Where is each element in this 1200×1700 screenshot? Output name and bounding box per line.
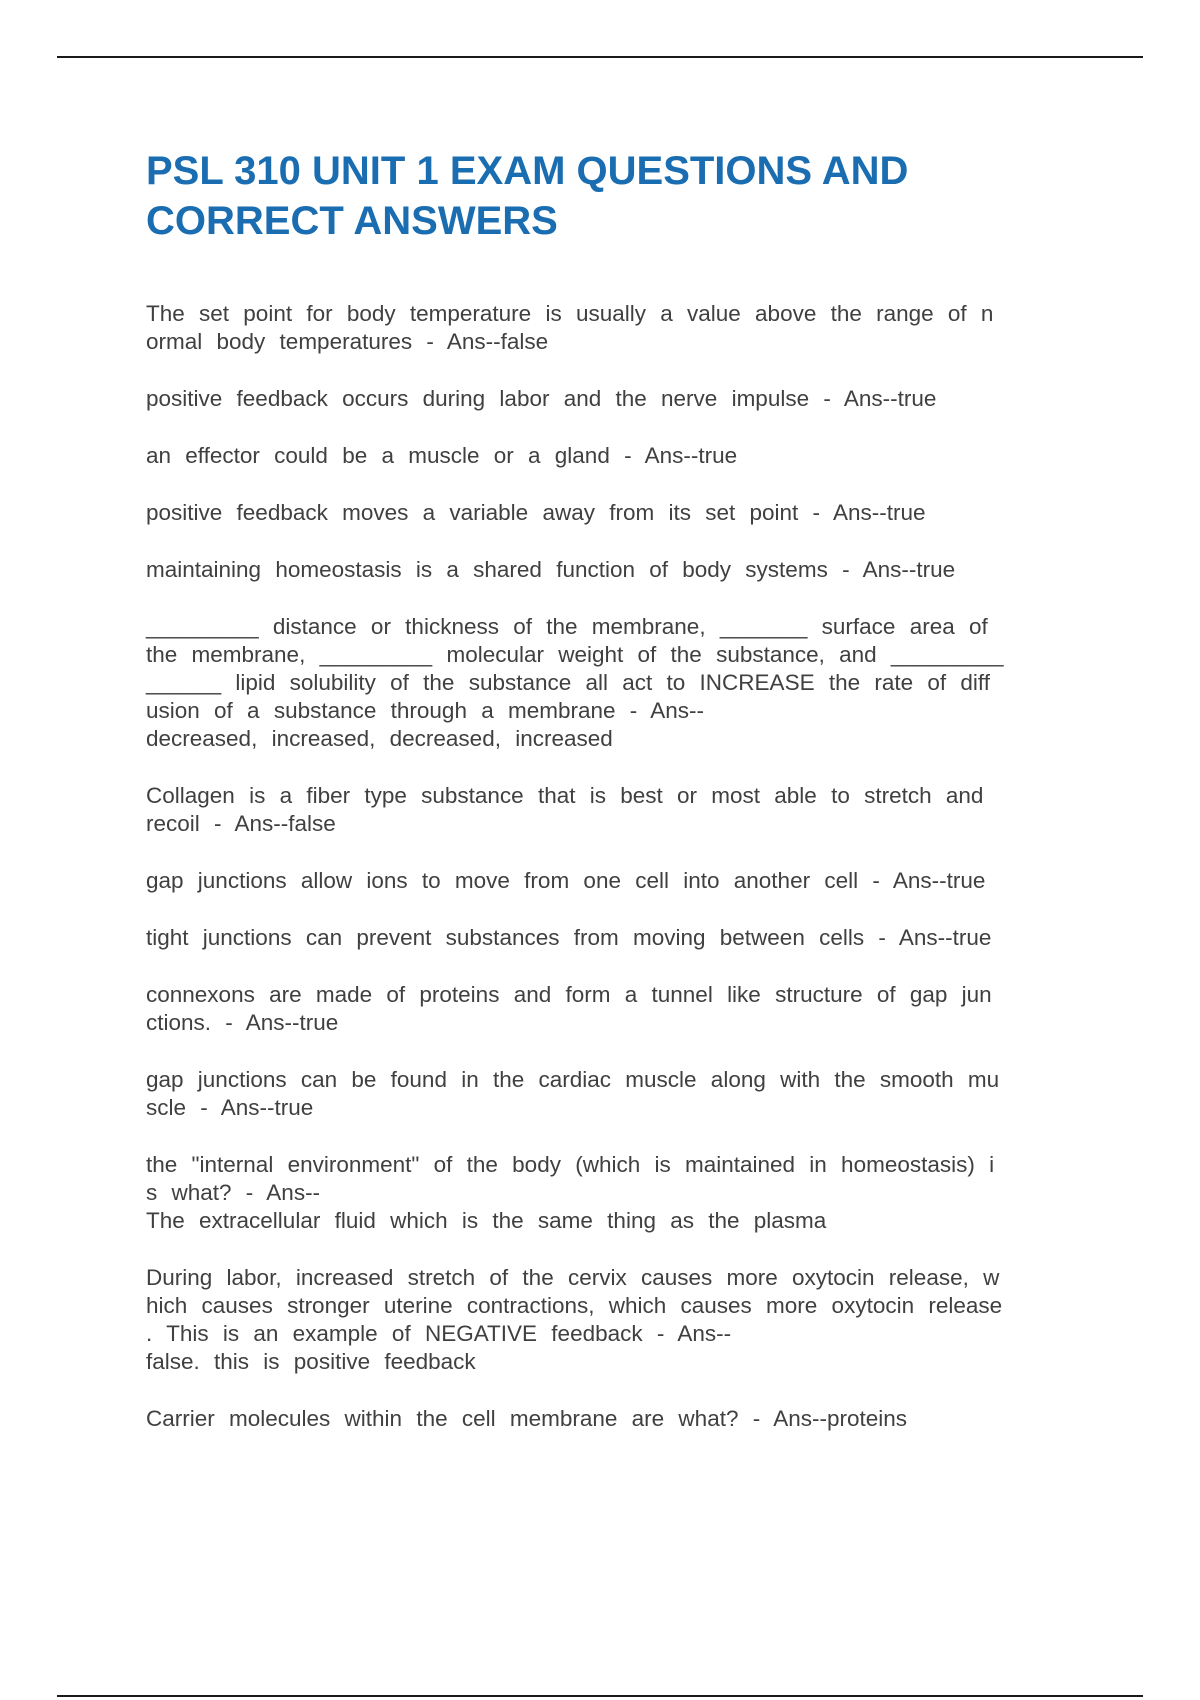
qa-item: positive feedback moves a variable away from its set point - Ans--true: [146, 500, 926, 525]
qa-item: maintaining homeostasis is a shared function of body systems - Ans--true: [146, 557, 956, 582]
qa-item: gap junctions can be found in the cardiac muscle along with the smooth mu scle - Ans--true: [146, 1067, 1000, 1120]
qa-list: [146, 300, 1086, 1433]
document-body: [146, 146, 1086, 1462]
bottom-rule: [57, 1695, 1143, 1697]
qa-item: an effector could be a muscle or a gland - Ans--true: [146, 443, 738, 468]
qa-item: During labor, increased stretch of the cervix causes more oxytocin release, w hich causes stronger uterine contractions, which causes more oxytocin release . This is an example of NEGATIVE feedback - Ans-- false. this is positive feedback: [146, 1265, 1003, 1374]
document-title: PSL 310 UNIT 1 EXAM QUESTIONS AND CORRECT ANSWERS: [146, 149, 909, 243]
qa-item: The set point for body temperature is usually a value above the range of n ormal body temperatures - Ans--false: [146, 301, 994, 354]
qa-item: connexons are made of proteins and form a tunnel like structure of gap jun ctions. - Ans--true: [146, 982, 992, 1035]
qa-item: Carrier molecules within the cell membrane are what? - Ans--proteins: [146, 1406, 908, 1431]
qa-item: _________ distance or thickness of the membrane, _______ surface area of the membrane, _________ molecular weight of the substance, and _________ ______ lipid solubility of the substance all act to INCREASE the rate of diff usion of a substance through a membrane - Ans-- decreased, increased, decreased, increased: [146, 614, 1004, 751]
top-rule: [57, 56, 1143, 58]
qa-item: the "internal environment" of the body (which is maintained in homeostasis) i s what? - Ans-- The extracellular fluid which is the same thing as the plasma: [146, 1152, 995, 1233]
qa-item: positive feedback occurs during labor and the nerve impulse - Ans--true: [146, 386, 937, 411]
qa-item: gap junctions allow ions to move from one cell into another cell - Ans--true: [146, 868, 986, 893]
qa-item: Collagen is a fiber type substance that is best or most able to stretch and recoil - Ans--false: [146, 783, 984, 836]
qa-item: tight junctions can prevent substances from moving between cells - Ans--true: [146, 925, 992, 950]
